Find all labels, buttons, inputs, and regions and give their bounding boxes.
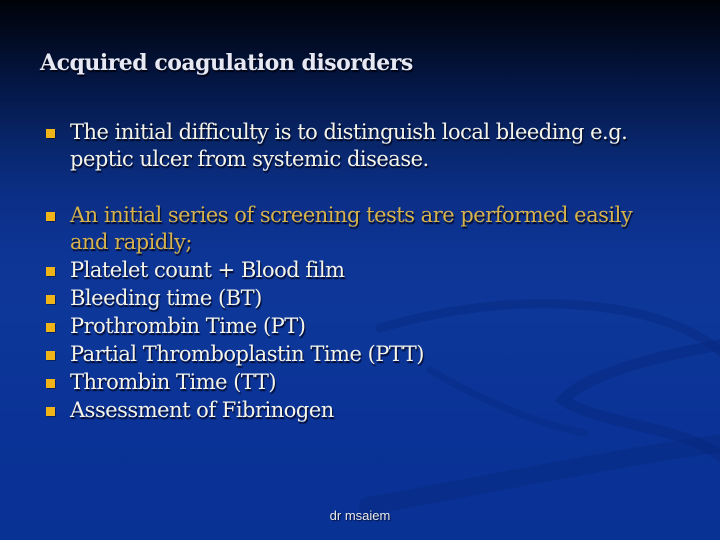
bullet-item <box>46 119 686 173</box>
bullet-item <box>46 341 686 368</box>
bullet-square-icon <box>46 323 55 332</box>
slide-title: Acquired coagulation disorders <box>40 50 413 76</box>
bullet-list <box>46 119 686 425</box>
bullet-square-icon <box>46 379 55 388</box>
bullet-text: Prothrombin Time (PT) <box>70 314 306 338</box>
bullet-text: An initial series of screening tests are performed easily and rapidly; <box>70 203 633 254</box>
bullet-square-icon <box>46 267 55 276</box>
bullet-square-icon <box>46 351 55 360</box>
bullet-item <box>46 257 686 284</box>
bullet-square-icon <box>46 129 55 138</box>
bullet-item <box>46 285 686 312</box>
bullet-square-icon <box>46 212 55 221</box>
bullet-text: Platelet count + Blood film <box>70 258 345 282</box>
bullet-item <box>46 397 686 424</box>
bullet-square-icon <box>46 295 55 304</box>
footer-author: dr msaiem <box>329 508 391 523</box>
bullet-text: Assessment of Fibrinogen <box>70 398 334 422</box>
bullet-square-icon <box>46 407 55 416</box>
bullet-text: Thrombin Time (TT) <box>70 370 277 394</box>
bullet-item <box>46 313 686 340</box>
bullet-text: Partial Thromboplastin Time (PTT) <box>70 342 424 366</box>
bullet-text: Bleeding time (BT) <box>70 286 262 310</box>
swoosh-band-lower <box>368 440 720 506</box>
bullet-item <box>46 369 686 396</box>
bullet-item <box>46 202 686 256</box>
bullet-text: The initial difficulty is to distinguish local bleeding e.g. peptic ulcer from systemic disease. <box>70 120 628 171</box>
